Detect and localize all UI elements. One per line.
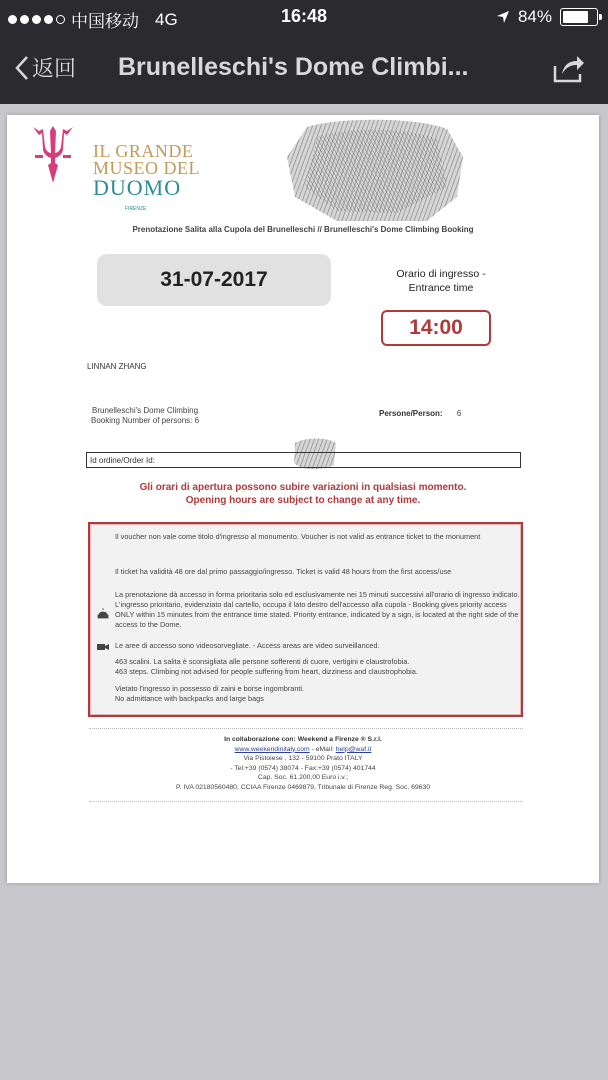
- notice-backpacks-it: Vietato l'ingresso in possesso di zaini e borse ingombranti.: [115, 684, 305, 693]
- booking-title: Prenotazione Salita alla Cupola del Brunelleschi // Brunelleschi's Dome Climbing Booking: [132, 225, 474, 234]
- notice-surveillance: Le aree di accesso sono videosorvegliate. - Access areas are video surveillanced.: [115, 641, 380, 650]
- booking-date: 31-07-2017: [97, 254, 331, 306]
- warning-it: Gli orari di apertura possono subire variazioni in qualsiasi momento.: [139, 482, 467, 493]
- carrier-label: 中国移动: [71, 12, 139, 31]
- back-chevron-icon: [14, 55, 30, 81]
- footer-contacts: [7, 745, 599, 755]
- footer-vat: P. IVA 02180560480, CCIAA Firenze 0469879, Tribunale di Firenze Reg. Soc. 69630: [175, 783, 431, 791]
- footer-collab: In collaborazione con: Weekend a Firenze ® S.r.l.: [224, 736, 382, 743]
- back-label: 返回: [32, 56, 77, 81]
- order-id-label: Id ordine/Order Id:: [90, 456, 155, 465]
- persons-field: [379, 409, 461, 418]
- status-time: 16:48: [280, 6, 328, 26]
- email-link[interactable]: help@waf.it: [335, 745, 372, 753]
- camera-icon: [97, 642, 109, 652]
- status-bar: [0, 0, 608, 34]
- notice-backpacks-en: No admittance with backpacks and large bags: [115, 694, 264, 703]
- share-button[interactable]: [552, 52, 586, 89]
- dome-icon: [97, 607, 109, 619]
- product-name: Brunelleschi's Dome Climbing: [92, 406, 199, 415]
- page-title: Brunelleschi's Dome Climbi...: [118, 53, 469, 81]
- email-label: - eMail:: [309, 745, 336, 753]
- brand-line-1: IL GRANDE: [93, 141, 194, 161]
- notice-priority: La prenotazione dà accesso in forma prioritaria solo ed esclusivamente nei 15 minuti successivi all'orario di ingresso indicato. L'ingresso prioritario, evidenziato dal cartello, occupa il lato destro dell'accesso alla cupola - Booking gives priority access ONLY within 15 minutes from the entrance time stated. Priority entrance, indicated by a sign, is located at the right side of the access to the Dome.: [115, 590, 520, 629]
- customer-name: LINNAN ZHANG: [87, 362, 147, 371]
- warning-en: Opening hours are subject to change at any time.: [185, 495, 421, 506]
- persons-count-text: Booking Number of persons: 6: [91, 416, 200, 425]
- footer: [7, 735, 599, 792]
- museum-brand: [93, 143, 200, 218]
- website-link[interactable]: www.weekendinitaly.com: [234, 745, 310, 753]
- entry-time-label-it: Orario di ingresso -: [396, 268, 486, 280]
- notice-voucher: Il voucher non vale come titolo d'ingresso al monumento. Voucher is not valid as entrance ticket to the monument: [115, 532, 481, 541]
- opening-hours-warning: [7, 481, 599, 507]
- product-description: [91, 406, 199, 426]
- footer-capital: Cap. Soc. 61.200,00 Euro i.v.;: [257, 774, 349, 781]
- brand-line-3: DUOMO: [93, 175, 182, 200]
- trident-logo-icon: [29, 125, 77, 185]
- notice-steps-en: 463 steps. Climbing not advised for people suffering from heart, dizziness and claustrophobia.: [115, 667, 418, 676]
- notice-validity: Il ticket ha validità 48 ore dal primo passaggio/ingresso. Ticket is valid 48 hours from the first access/use: [115, 567, 452, 576]
- entry-time-label-en: Entrance time: [408, 282, 474, 294]
- terms-notice-box: [88, 522, 523, 717]
- entry-time: 14:00: [381, 310, 491, 346]
- battery-percent: 84%: [517, 7, 552, 26]
- order-id-field: [86, 452, 521, 468]
- battery-icon: [560, 8, 598, 26]
- brand-line-2: MUSEO DEL: [93, 158, 200, 178]
- ticket-document: [7, 115, 599, 883]
- divider: [89, 801, 523, 802]
- divider: [89, 728, 523, 729]
- location-arrow-icon: [496, 10, 510, 24]
- persons-label: Persone/Person:: [379, 409, 443, 418]
- redacted-photo: [277, 117, 469, 223]
- top-bar: [0, 0, 608, 104]
- back-button[interactable]: [14, 52, 76, 83]
- persons-value: 6: [456, 409, 462, 418]
- footer-phone: - Tel:+39 (0574) 38074 - Fax:+39 (0574) 401744: [230, 764, 376, 772]
- share-icon: [552, 52, 586, 84]
- footer-address: Via Pistoiese , 132 - 59100 Prato ITALY: [243, 755, 363, 762]
- brand-line-4: FIRENZE: [125, 206, 147, 212]
- entry-time-label: [375, 267, 507, 295]
- network-label: 4G: [155, 9, 178, 29]
- notice-steps-it: 463 scalini. La salita è sconsigliata alle persone sofferenti di cuore, vertigini e claustrofobia.: [115, 657, 410, 666]
- nav-bar: [0, 38, 608, 100]
